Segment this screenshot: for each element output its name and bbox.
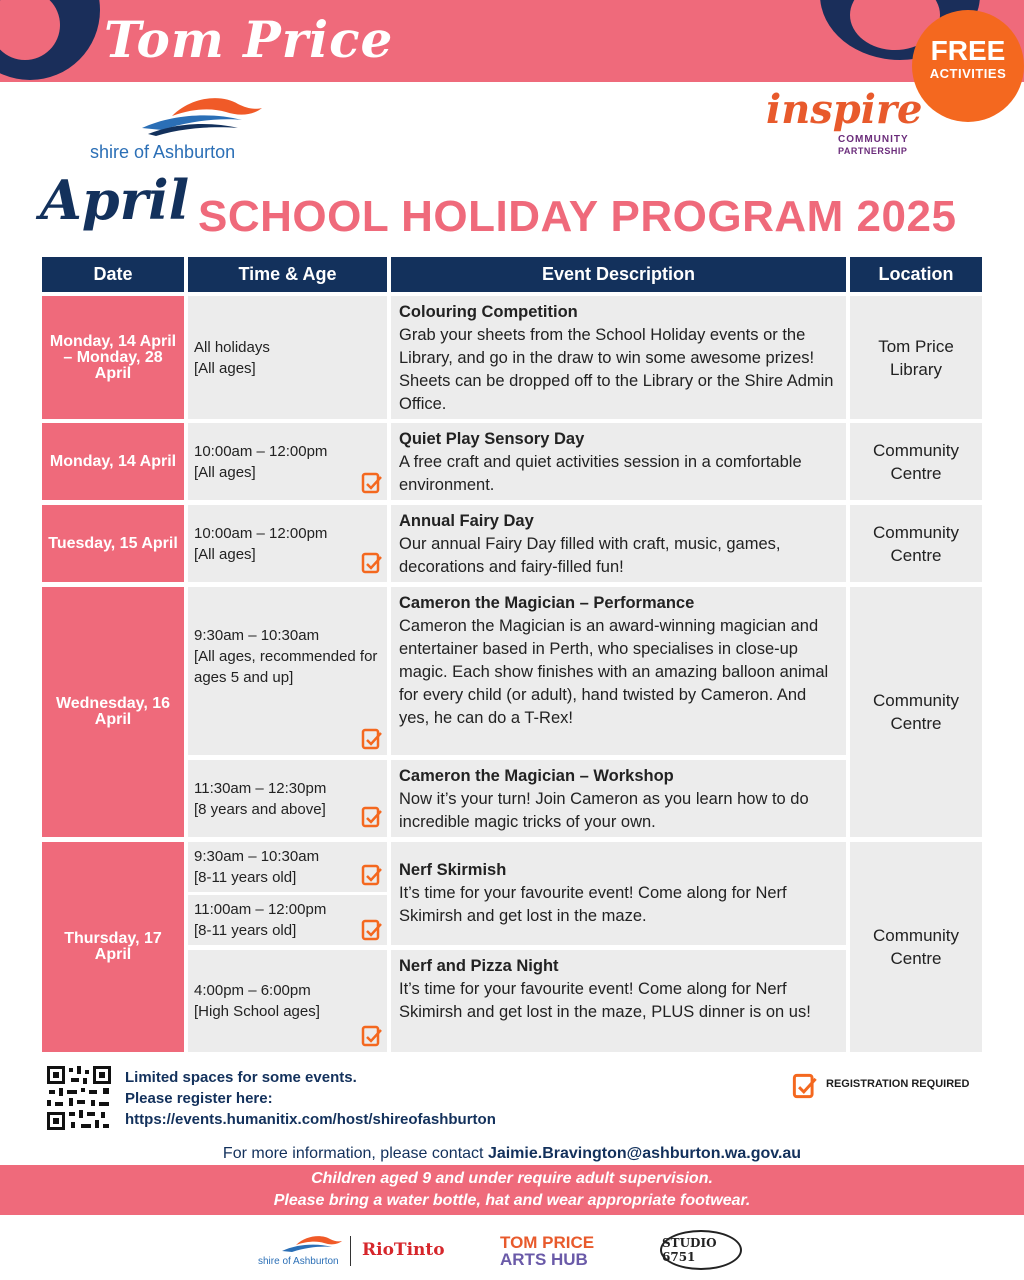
town-title: Tom Price [104, 10, 394, 69]
registration-required-icon [361, 1025, 383, 1047]
event-description: It’s time for your favourite event! Come along for Nerf Skimirsh and get lost in the maze, PLUS dinner is on us! [399, 980, 811, 1021]
time-text: 4:00pm – 6:00pm [194, 982, 311, 999]
inspire-sub-community: COMMUNITY [838, 134, 909, 145]
sponsor-shire-text: shire of Ashburton [258, 1255, 339, 1267]
event-cell [391, 423, 846, 500]
event-cell [391, 950, 846, 1052]
free-activities-badge [912, 10, 1024, 122]
contact-email[interactable]: Jaimie.Bravington@ashburton.wa.gov.au [487, 1145, 802, 1162]
event-cell [391, 760, 846, 837]
event-description: It’s time for your favourite event! Come along for Nerf Skimirsh and get lost in the maze. [399, 884, 787, 925]
location-cell: Community Centre [850, 505, 982, 582]
sponsor-riotinto-logo: RioTinto [362, 1240, 445, 1260]
time-text: 10:00am – 12:00pm [194, 524, 328, 542]
time-age-cell [188, 895, 387, 945]
age-text: [All ages] [194, 463, 256, 481]
registration-required-icon [361, 472, 383, 494]
location-cell: Community Centre [850, 842, 982, 1052]
event-description: A free craft and quiet activities session in a comfortable environment. [399, 453, 802, 494]
date-cell: Wednesday, 16 April [42, 587, 184, 837]
contact-prefix: For more information, please contact [222, 1145, 488, 1162]
top-banner [0, 0, 1024, 82]
event-title: Cameron the Magician – Workshop [399, 767, 674, 785]
sponsor-studio-logo: STUDIO 6751 [660, 1230, 742, 1270]
time-text: 9:30am – 10:30am [194, 848, 320, 865]
time-age-cell [188, 587, 387, 755]
safety-notice-line-1: Children aged 9 and under require adult supervision. [311, 1170, 713, 1187]
registration-link[interactable]: https://events.humanitix.com/host/shireofashburton [125, 1111, 496, 1128]
badge-line-1: FREE [930, 35, 1006, 66]
location-cell: Community Centre [850, 423, 982, 500]
event-cell [391, 587, 846, 755]
sponsor-divider [350, 1236, 351, 1266]
age-text: [8-11 years old] [194, 922, 297, 939]
registration-note-line-2: Please register here: [125, 1090, 273, 1107]
sponsor-shire-logo [258, 1230, 339, 1270]
registration-required-icon [361, 728, 383, 750]
program-title: SCHOOL HOLIDAY PROGRAM 2025 [198, 192, 957, 241]
registration-note-line-1: Limited spaces for some events. [125, 1069, 357, 1086]
age-text: [All ages] [194, 545, 256, 563]
month-title: April [40, 168, 190, 232]
event-title: Colouring Competition [399, 303, 578, 321]
location-cell: Community Centre [850, 587, 982, 837]
registration-legend: REGISTRATION REQUIRED [826, 1078, 970, 1090]
shire-wave-icon [142, 94, 264, 138]
time-text: 9:30am – 10:30am [194, 626, 320, 644]
date-cell: Monday, 14 April – Monday, 28 April [42, 296, 184, 419]
time-age-cell [188, 950, 387, 1052]
registration-required-icon [361, 552, 383, 574]
event-cell [391, 296, 846, 419]
event-title: Annual Fairy Day [399, 512, 534, 530]
time-age-cell [188, 505, 387, 582]
registration-note [125, 1067, 496, 1130]
time-text: 10:00am – 12:00pm [194, 442, 328, 460]
event-cell [391, 842, 846, 945]
event-cell [391, 505, 846, 582]
event-description: Our annual Fairy Day filled with craft, music, games, decorations and fairy-filled fun! [399, 535, 781, 576]
qr-code[interactable] [45, 1064, 113, 1132]
inspire-sub-partnership: PARTNERSHIP [838, 146, 908, 156]
time-age-cell [188, 423, 387, 500]
event-description: Now it’s your turn! Join Cameron as you learn how to do incredible magic tricks of your own. [399, 790, 809, 831]
time-text: All holidays [194, 338, 270, 356]
age-text: [High School ages] [194, 1003, 320, 1020]
date-cell: Thursday, 17 April [42, 842, 184, 1052]
inspire-logo [766, 88, 926, 160]
event-title: Nerf Skirmish [399, 861, 507, 879]
event-title: Nerf and Pizza Night [399, 957, 559, 975]
registration-required-icon [361, 806, 383, 828]
age-text: [All ages] [194, 359, 256, 377]
registration-required-icon [361, 864, 383, 886]
age-text: [8-11 years old] [194, 869, 297, 886]
shire-logo-text: shire of Ashburton [90, 142, 236, 162]
age-text: [All ages, recommended for ages 5 and up] [194, 647, 378, 686]
inspire-word: inspire [766, 86, 923, 133]
sponsor-arts-hub-logo [500, 1234, 594, 1274]
event-title: Cameron the Magician – Performance [399, 594, 695, 612]
time-age-cell [188, 296, 387, 419]
arts-hub-line-1: TOM PRICE [500, 1233, 595, 1252]
contact-info [0, 1145, 1024, 1163]
shire-of-ashburton-logo [90, 94, 270, 166]
column-header-date: Date [42, 257, 184, 292]
time-age-cell [188, 760, 387, 837]
badge-line-2: ACTIVITIES [929, 66, 1007, 81]
safety-notice-banner [0, 1165, 1024, 1215]
event-description: Grab your sheets from the School Holiday events or the Library, and go in the draw to win some awesome prizes! Sheets can be dropped off to the Library or the Shire Admin Office. [399, 326, 834, 413]
time-age-cell [188, 842, 387, 892]
age-text: [8 years and above] [194, 800, 326, 818]
column-header-time-age: Time & Age [188, 257, 387, 292]
registration-required-icon [361, 919, 383, 941]
safety-notice-line-2: Please bring a water bottle, hat and wear appropriate footwear. [273, 1192, 751, 1209]
event-description: Cameron the Magician is an award-winning magician and entertainer based in Perth, who specialises in close-up magic. Each show finishes with an amazing balloon animal for every child (or adult), hand twisted by Cameron. And yes, he can do a T-Rex! [399, 617, 829, 727]
column-header-event: Event Description [391, 257, 846, 292]
time-text: 11:00am – 12:00pm [194, 901, 327, 918]
date-cell: Monday, 14 April [42, 423, 184, 500]
time-text: 11:30am – 12:30pm [194, 779, 327, 797]
location-cell: Tom Price Library [850, 296, 982, 419]
date-cell: Tuesday, 15 April [42, 505, 184, 582]
registration-required-icon [792, 1073, 818, 1099]
arts-hub-line-2: ARTS HUB [500, 1250, 588, 1269]
column-header-location: Location [850, 257, 982, 292]
shire-wave-icon [282, 1234, 342, 1256]
event-title: Quiet Play Sensory Day [399, 430, 585, 448]
